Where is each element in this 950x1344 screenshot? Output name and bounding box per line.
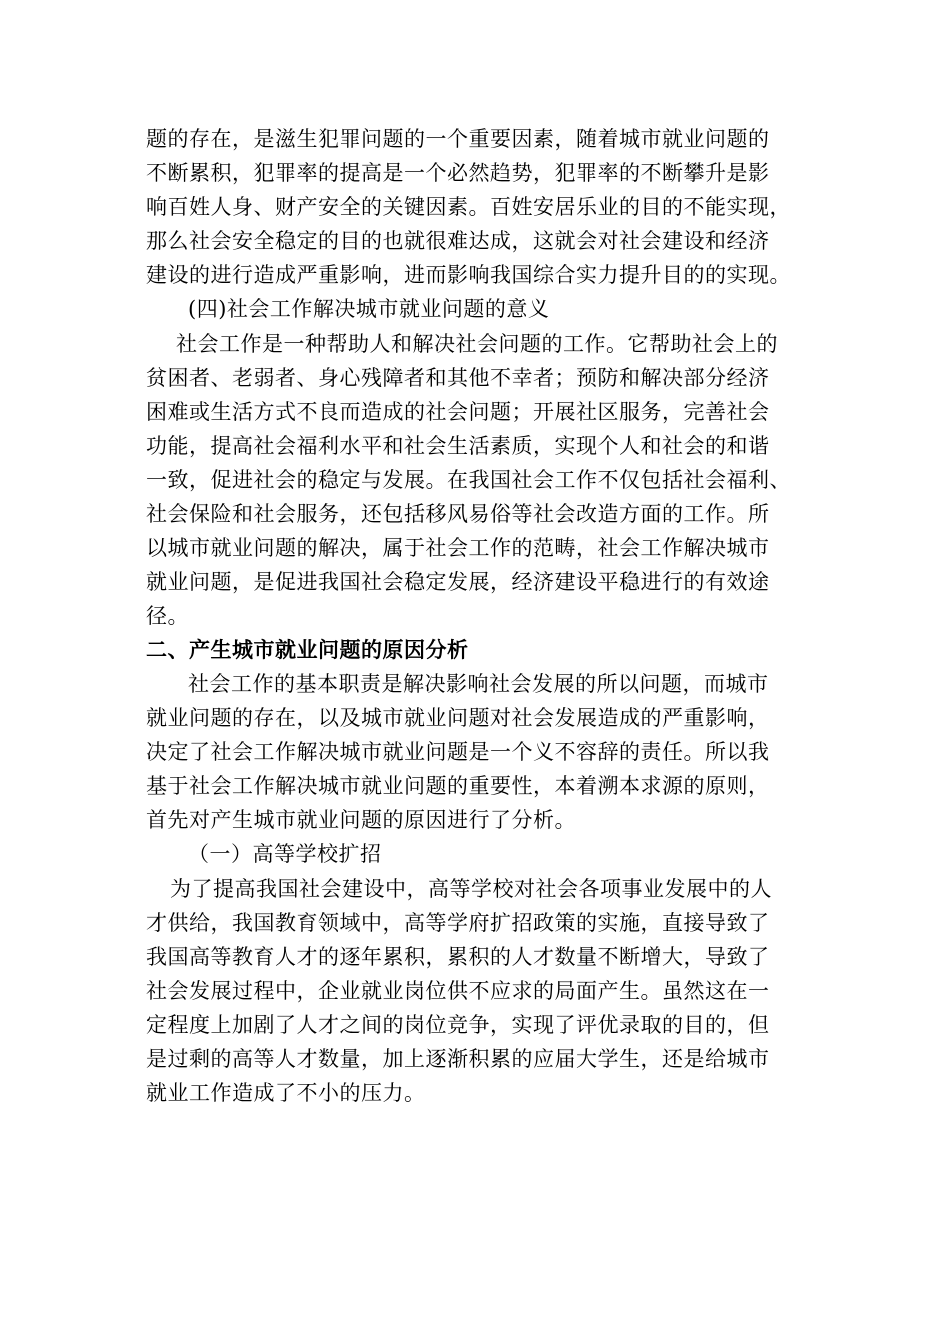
paragraph-line: 就业问题，是促进我国社会稳定发展，经济建设平稳进行的有效途 <box>146 570 770 594</box>
paragraph-line: 首先对产生城市就业问题的原因进行了分析。 <box>146 808 576 832</box>
paragraph-line: 功能，提高社会福利水平和社会生活素质，实现个人和社会的和谐 <box>146 434 770 458</box>
subsection-heading: （一）高等学校扩招 <box>188 842 382 866</box>
paragraph-line: 社会工作是一种帮助人和解决社会问题的工作。它帮助社会上的 <box>176 332 778 356</box>
paragraph-line: 就业工作造成了不小的压力。 <box>146 1081 426 1105</box>
paragraph-line: 不断累积，犯罪率的提高是一个必然趋势，犯罪率的不断攀升是影 <box>146 161 770 185</box>
paragraph-line: 建设的进行造成严重影响，进而影响我国综合实力提升目的的实现。 <box>146 263 791 287</box>
paragraph-line: 响百姓人身、财产安全的关键因素。百姓安居乐业的目的不能实现， <box>146 195 791 219</box>
paragraph-line: 一致，促进社会的稳定与发展。在我国社会工作不仅包括社会福利、 <box>146 468 791 492</box>
paragraph-line: 为了提高我国社会建设中，高等学校对社会各项事业发展中的人 <box>170 877 772 901</box>
paragraph-line: 那么社会安全稳定的目的也就很难达成，这就会对社会建设和经济 <box>146 229 770 253</box>
paragraph-line: 决定了社会工作解决城市就业问题是一个义不容辞的责任。所以我 <box>146 740 770 764</box>
paragraph-line: 定程度上加剧了人才之间的岗位竞争，实现了评优录取的目的，但 <box>146 1013 770 1037</box>
paragraph-line: 径。 <box>146 604 189 628</box>
paragraph-line: 困难或生活方式不良而造成的社会问题；开展社区服务，完善社会 <box>146 400 770 424</box>
paragraph-line: 是过剩的高等人才数量，加上逐渐积累的应届大学生，还是给城市 <box>146 1047 770 1071</box>
paragraph-line: 才供给，我国教育领域中，高等学府扩招政策的实施，直接导致了 <box>146 911 770 935</box>
paragraph-line: 基于社会工作解决城市就业问题的重要性，本着溯本求源的原则， <box>146 774 770 798</box>
paragraph-line: 题的存在，是滋生犯罪问题的一个重要因素，随着城市就业问题的 <box>146 127 770 151</box>
subsection-heading: (四)社会工作解决城市就业问题的意义 <box>188 297 550 321</box>
paragraph-line: 就业问题的存在，以及城市就业问题对社会发展造成的严重影响， <box>146 706 770 730</box>
paragraph-line: 社会工作的基本职责是解决影响社会发展的所以问题，而城市 <box>188 672 769 696</box>
paragraph-line: 贫困者、老弱者、身心残障者和其他不幸者；预防和解决部分经济 <box>146 366 770 390</box>
paragraph-line: 社会保险和社会服务，还包括移风易俗等社会改造方面的工作。所 <box>146 502 770 526</box>
paragraph-line: 以城市就业问题的解决，属于社会工作的范畴，社会工作解决城市 <box>146 536 770 560</box>
paragraph-line: 社会发展过程中，企业就业岗位供不应求的局面产生。虽然这在一 <box>146 979 770 1003</box>
paragraph-line: 我国高等教育人才的逐年累积，累积的人才数量不断增大，导致了 <box>146 945 770 969</box>
section-heading: 二、产生城市就业问题的原因分析 <box>146 638 469 662</box>
